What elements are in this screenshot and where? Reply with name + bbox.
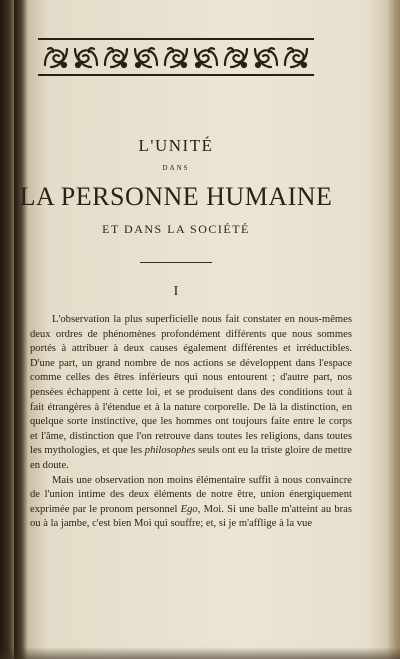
ornament-motif: [42, 43, 70, 71]
page-right-edge: [388, 0, 400, 659]
paragraph-1-text-a: L'observation la plus superficielle nous fait constater en nous-mêmes deux ordres de phénomènes profondément différents que nous sommes portés à attribuer à deux causes également différentes et irréductibles. D'une part, un grand nombre de nos actions se développent dans l'espace comme celles des êtres inférieurs qui nous entourent ; d'autre part, nos pensées échappent à cette loi, et se produisent dans des conditions tout à fait étrangères à l'étendue et à la nature corporelle. De là la distinction, en quelque sorte instinctive, que les hommes ont toujours faite entre le corps et l'âme, distinction que l'on retrouve dans toutes les religions, dans toutes les mythologies, et que les: [30, 314, 352, 457]
ornament-motif: [72, 43, 100, 71]
heading-dans: DANS: [162, 164, 190, 172]
heading-main-title: LA PERSONNE HUMAINE: [19, 182, 333, 211]
page-bottom-shadow: [0, 647, 400, 659]
paragraph-2-text-b: , Moi. Si une balle m'atteint au bras ou à la jambe, c'est bien Moi qui souffre; et, si je m'afflige à la vue: [30, 503, 352, 530]
title-divider-rule: [140, 262, 212, 263]
ornament-motif: [252, 43, 280, 71]
paragraph-1-italic-philosophes: philosophes: [144, 445, 196, 457]
section-numeral: I: [173, 284, 179, 299]
ornament-motif: [102, 43, 130, 71]
heading-subtitle: ET DANS LA SOCIÉTÉ: [102, 222, 250, 236]
ornament-motif: [192, 43, 220, 71]
paragraph-2-text-a: Mais une observation non moins élémentaire suffit à nous convaincre de l'union intime des deux éléments de notre être, union énergiquement exprimée par le pronom personnel: [30, 474, 352, 515]
book-binding-edge: [0, 0, 14, 659]
paragraph-2-italic-ego: Ego: [180, 503, 198, 515]
paragraph-1: [30, 313, 352, 474]
ornament-motif: [222, 43, 250, 71]
ornament-motif: [132, 43, 160, 71]
heading-unite: L'UNITÉ: [138, 136, 214, 155]
paragraph-2: [30, 474, 352, 532]
decorative-headband: [38, 38, 314, 76]
body-text: [30, 313, 352, 532]
ornament-motif: [282, 43, 310, 71]
paragraph-1-text-b: seuls ont eu la triste gloire de mettre en doute.: [30, 445, 352, 471]
ornament-motif: [162, 43, 190, 71]
